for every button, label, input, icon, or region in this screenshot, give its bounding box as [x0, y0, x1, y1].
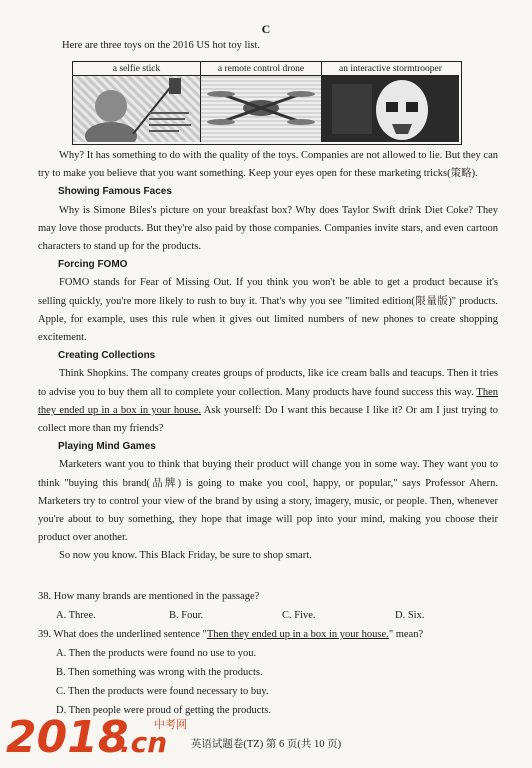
svg-text:2018: 2018: [6, 712, 129, 758]
toy-label-selfie-stick: a selfie stick: [73, 62, 201, 76]
paragraph-collections: [38, 365, 498, 438]
q39-option-d[interactable]: D. Then people were proud of getting the products.: [56, 705, 271, 716]
passage: [38, 147, 498, 566]
toy-label-drone: a remote control drone: [201, 62, 322, 76]
q39-stem-underlined: Then they ended up in a box in your house.: [206, 629, 389, 640]
q38-options: [38, 606, 508, 625]
collections-text-pre: Think Shopkins. The company creates groups of products, like ice cream balls and teacups. Then it tries to advise you to buy them all to complete your collection. Many products have found success this way.: [38, 368, 498, 398]
page-footer: 英语试题卷(TZ) 第 6 页(共 10 页): [190, 739, 342, 750]
underlined-sentence: Then they ended up in a box in your house.: [38, 386, 498, 416]
svg-text:.cn: .cn: [120, 726, 168, 758]
q38-option-c[interactable]: C. Five.: [282, 610, 316, 621]
q39-stem-pre: 39. What does the underlined sentence ": [38, 629, 207, 640]
heading-mind-games: Playing Mind Games: [58, 441, 156, 453]
q39-option-b[interactable]: B. Then something was wrong with the products.: [56, 667, 263, 678]
collections-text-post: Ask yourself: Do I want this because I like it? Or am I just trying to collect more than my friends?: [38, 404, 498, 435]
section-letter: C: [261, 22, 271, 36]
svg-text:中考网: 中考网: [154, 718, 187, 731]
heading-famous-faces: Showing Famous Faces: [58, 186, 172, 198]
drone-photo: [201, 76, 322, 142]
q38-option-d[interactable]: D. Six.: [395, 610, 425, 621]
toy-label-stormtrooper: an interactive stormtrooper: [322, 62, 459, 76]
q38-stem: 38. How many brands are mentioned in the passage?: [38, 591, 260, 602]
question-39: [38, 625, 508, 720]
q38-option-b[interactable]: B. Four.: [169, 610, 204, 621]
q39-stem-post: " mean?: [388, 629, 424, 640]
site-watermark-logo: [4, 708, 204, 758]
stormtrooper-photo: [322, 76, 459, 142]
heading-fomo: Forcing FOMO: [58, 259, 128, 271]
toy-table: [72, 61, 462, 145]
q39-option-c[interactable]: C. Then the products were found necessary to buy.: [56, 686, 269, 697]
paragraph-famous-faces: Why is Simone Biles's picture on your breakfast box? Why does Taylor Swift drink Diet Coke? They may love those products. But they're also paid by those companies. Companies invite stars, and even cartoon characters to stand up for the products.: [38, 204, 498, 253]
paragraph-intro: Why? It has something to do with the quality of the toys. Companies are not allowed to lie. But they can try to make you believe that you want something. Keep your eyes open for these marketing tricks(策略).: [38, 150, 498, 180]
paragraph-conclusion: So now you know. This Black Friday, be sure to shop smart.: [59, 550, 312, 562]
intro-text: Here are three toys on the 2016 US hot toy list.: [62, 40, 261, 51]
q39-option-a[interactable]: A. Then the products were found no use to you.: [56, 648, 257, 659]
paragraph-fomo: FOMO stands for Fear of Missing Out. If you think you won't be able to get a product because it's selling quickly, you're more likely to rush to buy it. That's why you see "limited edition(限量版)" products. Apple, for example, uses this rule when it gives out limited numbers of new phones to create shopping excitement.: [38, 277, 498, 344]
heading-collections: Creating Collections: [58, 350, 156, 362]
q39-stem: [38, 625, 508, 644]
question-38: [38, 587, 508, 625]
selfie-stick-photo: [73, 76, 201, 142]
q38-option-a[interactable]: A. Three.: [56, 610, 96, 621]
paragraph-mind-games: Marketers want you to think that buying their product will change you in some way. They want you to think "buying this brand(品牌) is going to make you cool, happy, or popular," says Professor Ahern. Marketers try to control your view of the brand by using a story, imagery, music, or people. Then, whenever you're about to buy something, they hope that image will pop into your mind, making you choose their product over another.: [38, 459, 498, 544]
